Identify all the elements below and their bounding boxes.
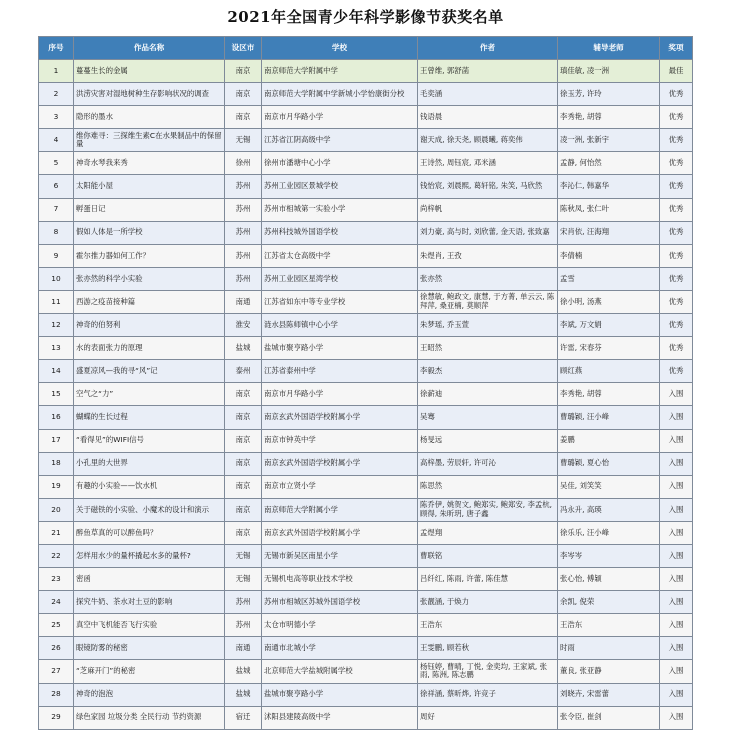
- cell-school: 江苏省江阴高级中学: [262, 129, 418, 152]
- cell-city: 南京: [225, 83, 262, 106]
- cell-award: 入围: [660, 406, 693, 429]
- cell-work-title: 探究牛奶、茶水对土豆的影响: [74, 591, 225, 614]
- cell-teacher: 姜鹏: [558, 429, 660, 452]
- cell-school: 南京市立贤小学: [262, 475, 418, 498]
- cell-index: 29: [39, 706, 74, 729]
- cell-index: 25: [39, 614, 74, 637]
- cell-award: 优秀: [660, 267, 693, 290]
- cell-school: 南京玄武外国语学校附属小学: [262, 406, 418, 429]
- cell-work-title: 关于磁铁的小实验、小魔术的设计和演示: [74, 498, 225, 521]
- cell-award: 入围: [660, 429, 693, 452]
- cell-work-title: 假如人体是一所学校: [74, 221, 225, 244]
- cell-school: 苏州工业园区星湾学校: [262, 267, 418, 290]
- cell-school: 南京师范大学附属中学新城小学怡康街分校: [262, 83, 418, 106]
- table-body: [39, 60, 693, 730]
- cell-city: 泰州: [225, 360, 262, 383]
- cell-index: 24: [39, 591, 74, 614]
- table-row: [39, 360, 693, 383]
- cell-city: 无锡: [225, 129, 262, 152]
- cell-author: 张亦然: [418, 267, 558, 290]
- award-list-table: [38, 36, 693, 730]
- cell-author: 陈思然: [418, 475, 558, 498]
- cell-award: 优秀: [660, 198, 693, 221]
- cell-award: 入围: [660, 660, 693, 683]
- cell-city: 苏州: [225, 244, 262, 267]
- table-row: [39, 660, 693, 683]
- cell-index: 26: [39, 637, 74, 660]
- cell-work-title: 维你难寻：三探维生素C在水果制品中的保留量: [74, 129, 225, 152]
- cell-index: 14: [39, 360, 74, 383]
- cell-teacher: 时雨: [558, 637, 660, 660]
- table-row: [39, 267, 693, 290]
- cell-teacher: 曹璐颖, 夏心怡: [558, 452, 660, 475]
- cell-city: 南京: [225, 106, 262, 129]
- cell-teacher: 李秀艳, 胡蓉: [558, 106, 660, 129]
- cell-author: 杨旻远: [418, 429, 558, 452]
- cell-index: 28: [39, 683, 74, 706]
- table-row: [39, 429, 693, 452]
- cell-author: 徐慧敏, 鲍政文, 康慧, 于方菁, 单云云, 陈拜萍, 桑亚楠, 莫顺萍: [418, 290, 558, 313]
- cell-school: 沭阳县建陵高级中学: [262, 706, 418, 729]
- table-row: [39, 544, 693, 567]
- cell-school: 涟水县陈师镇中心小学: [262, 314, 418, 337]
- table-row: [39, 383, 693, 406]
- cell-work-title: 孵蛋日记: [74, 198, 225, 221]
- cell-award: 入围: [660, 683, 693, 706]
- table-row: [39, 83, 693, 106]
- cell-award: 入围: [660, 475, 693, 498]
- cell-teacher: 徐玉芳, 许玲: [558, 83, 660, 106]
- cell-award: 入围: [660, 498, 693, 521]
- cell-index: 11: [39, 290, 74, 313]
- cell-school: 南京玄武外国语学校附属小学: [262, 521, 418, 544]
- table-row: [39, 614, 693, 637]
- cell-author: 尚梓帆: [418, 198, 558, 221]
- cell-author: 刘力豪, 高与时, 刘欣蕾, 金天语, 张致嘉: [418, 221, 558, 244]
- cell-award: 优秀: [660, 175, 693, 198]
- cell-city: 苏州: [225, 198, 262, 221]
- cell-teacher: 张心怡, 傅颖: [558, 568, 660, 591]
- cell-award: 入围: [660, 591, 693, 614]
- table-row: [39, 198, 693, 221]
- header-teacher: 辅导老师: [558, 37, 660, 60]
- cell-award: 入围: [660, 452, 693, 475]
- cell-city: 苏州: [225, 221, 262, 244]
- cell-author: 朱梦瑶, 乔玉萱: [418, 314, 558, 337]
- cell-author: 王雯鹏, 顾若秋: [418, 637, 558, 660]
- table-row: [39, 521, 693, 544]
- cell-school: 苏州市相城区苏城外国语学校: [262, 591, 418, 614]
- header-author: 作者: [418, 37, 558, 60]
- cell-award: 最佳: [660, 60, 693, 83]
- cell-index: 27: [39, 660, 74, 683]
- table-row: [39, 406, 693, 429]
- cell-index: 7: [39, 198, 74, 221]
- cell-award: 入围: [660, 706, 693, 729]
- cell-school: 苏州工业园区景城学校: [262, 175, 418, 198]
- cell-author: 孟煜翔: [418, 521, 558, 544]
- cell-work-title: 水的表面张力的原理: [74, 337, 225, 360]
- cell-school: 南京市月华路小学: [262, 383, 418, 406]
- cell-index: 20: [39, 498, 74, 521]
- table-row: [39, 498, 693, 521]
- cell-work-title: 西游之疫苗接种篇: [74, 290, 225, 313]
- header-city: 设区市: [225, 37, 262, 60]
- cell-index: 22: [39, 544, 74, 567]
- table-row: [39, 106, 693, 129]
- cell-author: 王曾维, 郭舒菡: [418, 60, 558, 83]
- cell-work-title: 绿色家园 垃圾分类 全民行动 节约资源: [74, 706, 225, 729]
- cell-school: 南京师范大学附属小学: [262, 498, 418, 521]
- cell-city: 南京: [225, 498, 262, 521]
- cell-work-title: 张亦然的科学小实验: [74, 267, 225, 290]
- cell-city: 盐城: [225, 337, 262, 360]
- table-row: [39, 221, 693, 244]
- cell-award: 优秀: [660, 360, 693, 383]
- cell-work-title: 小孔里的大世界: [74, 452, 225, 475]
- cell-teacher: 冯永升, 高瑛: [558, 498, 660, 521]
- cell-school: 江苏省太仓高级中学: [262, 244, 418, 267]
- cell-city: 徐州: [225, 152, 262, 175]
- cell-work-title: “看得见”的WIFI信号: [74, 429, 225, 452]
- table-row: [39, 290, 693, 313]
- cell-award: 入围: [660, 568, 693, 591]
- cell-index: 10: [39, 267, 74, 290]
- cell-school: 无锡市新吴区南星小学: [262, 544, 418, 567]
- cell-index: 16: [39, 406, 74, 429]
- cell-school: 南京玄武外国语学校附属小学: [262, 452, 418, 475]
- cell-award: 入围: [660, 637, 693, 660]
- cell-city: 南京: [225, 406, 262, 429]
- table-header-row: [39, 37, 693, 60]
- cell-award: 优秀: [660, 129, 693, 152]
- cell-work-title: 蔓蔓生长的金属: [74, 60, 225, 83]
- cell-award: 优秀: [660, 244, 693, 267]
- cell-award: 优秀: [660, 221, 693, 244]
- cell-teacher: 李秀艳, 胡蓉: [558, 383, 660, 406]
- cell-city: 南京: [225, 429, 262, 452]
- cell-award: 入围: [660, 521, 693, 544]
- cell-city: 南京: [225, 452, 262, 475]
- cell-work-title: 醉鱼草真的可以醉鱼吗？: [74, 521, 225, 544]
- cell-city: 淮安: [225, 314, 262, 337]
- cell-index: 19: [39, 475, 74, 498]
- cell-work-title: 有趣的小实验——饮水机: [74, 475, 225, 498]
- cell-author: 王诗然, 周钰宸, 邓米涵: [418, 152, 558, 175]
- cell-teacher: 王浩东: [558, 614, 660, 637]
- cell-index: 5: [39, 152, 74, 175]
- cell-work-title: 神奇水琴我来秀: [74, 152, 225, 175]
- cell-work-title: 空气之“力”: [74, 383, 225, 406]
- cell-index: 18: [39, 452, 74, 475]
- cell-school: 南通市北城小学: [262, 637, 418, 660]
- cell-teacher: 李倩楠: [558, 244, 660, 267]
- cell-work-title: 太阳能小屋: [74, 175, 225, 198]
- cell-school: 徐州市潘塘中心小学: [262, 152, 418, 175]
- cell-teacher: 徐乐乐, 汪小峰: [558, 521, 660, 544]
- cell-author: 周好: [418, 706, 558, 729]
- cell-school: 苏州科技城外国语学校: [262, 221, 418, 244]
- header-work-title: 作品名称: [74, 37, 225, 60]
- cell-work-title: 蝴蝶的生长过程: [74, 406, 225, 429]
- cell-teacher: 陈秋凤, 张仁叶: [558, 198, 660, 221]
- cell-city: 南京: [225, 60, 262, 83]
- cell-index: 13: [39, 337, 74, 360]
- cell-author: 毛奕涵: [418, 83, 558, 106]
- cell-index: 17: [39, 429, 74, 452]
- cell-school: 南京市钟英中学: [262, 429, 418, 452]
- cell-author: 李毅杰: [418, 360, 558, 383]
- page-title: 2021年全国青少年科学影像节获奖名单: [227, 8, 504, 26]
- cell-work-title: 洪涝灾害对湿地树种生存影响状况的调查: [74, 83, 225, 106]
- cell-city: 宿迁: [225, 706, 262, 729]
- cell-index: 2: [39, 83, 74, 106]
- cell-work-title: 密函: [74, 568, 225, 591]
- cell-author: 徐薪迪: [418, 383, 558, 406]
- cell-city: 南京: [225, 383, 262, 406]
- cell-index: 6: [39, 175, 74, 198]
- cell-author: 曹联铭: [418, 544, 558, 567]
- header-index: 序号: [39, 37, 74, 60]
- cell-author: 王浩东: [418, 614, 558, 637]
- cell-school: 南京市月华路小学: [262, 106, 418, 129]
- table-row: [39, 314, 693, 337]
- table-row: [39, 152, 693, 175]
- cell-teacher: 凌一洲, 张新宇: [558, 129, 660, 152]
- cell-work-title: 霍尔推力器如何工作？: [74, 244, 225, 267]
- cell-author: 高梓墨, 劳辰轩, 许可沁: [418, 452, 558, 475]
- cell-index: 15: [39, 383, 74, 406]
- cell-author: 钱语晨: [418, 106, 558, 129]
- cell-index: 3: [39, 106, 74, 129]
- cell-award: 优秀: [660, 314, 693, 337]
- cell-author: 朱煜肖, 王孜: [418, 244, 558, 267]
- table-row: [39, 591, 693, 614]
- cell-author: 谢天成, 徐天尧, 顾晨曦, 蒋奕伟: [418, 129, 558, 152]
- cell-index: 4: [39, 129, 74, 152]
- cell-school: 江苏省泰州中学: [262, 360, 418, 383]
- cell-school: 盐城市聚亨路小学: [262, 337, 418, 360]
- cell-teacher: 孟静, 何怡然: [558, 152, 660, 175]
- cell-city: 南京: [225, 521, 262, 544]
- cell-work-title: 隐形的墨水: [74, 106, 225, 129]
- table-row: [39, 475, 693, 498]
- cell-school: 南京师范大学附属中学: [262, 60, 418, 83]
- cell-author: 陈乔伊, 姚贺文, 鲍郑实, 鲍郑安, 李孟杭, 顾得, 朱昕玥, 唐子鑫: [418, 498, 558, 521]
- cell-author: 王昭然: [418, 337, 558, 360]
- cell-work-title: 神奇的泡泡: [74, 683, 225, 706]
- cell-author: 徐祥涵, 蔡昕烨, 许竞子: [418, 683, 558, 706]
- cell-teacher: 许雷, 宋春芬: [558, 337, 660, 360]
- table-row: [39, 683, 693, 706]
- cell-city: 盐城: [225, 660, 262, 683]
- table-row: [39, 337, 693, 360]
- cell-award: 优秀: [660, 152, 693, 175]
- cell-city: 苏州: [225, 175, 262, 198]
- cell-teacher: 吴佳, 刘笑笑: [558, 475, 660, 498]
- cell-author: 吴骞: [418, 406, 558, 429]
- cell-teacher: 李沁仁, 韩嘉华: [558, 175, 660, 198]
- cell-index: 21: [39, 521, 74, 544]
- cell-teacher: 宋肖依, 汪海翔: [558, 221, 660, 244]
- cell-school: 苏州市相城第一实验小学: [262, 198, 418, 221]
- cell-award: 优秀: [660, 83, 693, 106]
- cell-city: 苏州: [225, 267, 262, 290]
- table-row: [39, 452, 693, 475]
- cell-index: 12: [39, 314, 74, 337]
- cell-school: 北京师范大学盐城附属学校: [262, 660, 418, 683]
- cell-teacher: 余凯, 倪荣: [558, 591, 660, 614]
- cell-index: 8: [39, 221, 74, 244]
- cell-city: 南通: [225, 637, 262, 660]
- cell-teacher: 徐小明, 汤燕: [558, 290, 660, 313]
- cell-index: 9: [39, 244, 74, 267]
- cell-city: 盐城: [225, 683, 262, 706]
- cell-award: 入围: [660, 383, 693, 406]
- cell-author: 钱怡宸, 刘晨熙, 葛轩铭, 朱笑, 马欣然: [418, 175, 558, 198]
- header-award: 奖项: [660, 37, 693, 60]
- cell-teacher: 瑱佳敏, 凌一洲: [558, 60, 660, 83]
- cell-award: 入围: [660, 544, 693, 567]
- cell-index: 23: [39, 568, 74, 591]
- cell-teacher: 李岑岑: [558, 544, 660, 567]
- cell-teacher: 董良, 张亚静: [558, 660, 660, 683]
- cell-award: 优秀: [660, 290, 693, 313]
- cell-city: 无锡: [225, 544, 262, 567]
- cell-award: 入围: [660, 614, 693, 637]
- cell-author: 吕纤红, 陈雨, 许蕾, 陈佳慧: [418, 568, 558, 591]
- cell-school: 太仓市明德小学: [262, 614, 418, 637]
- cell-work-title: 眼镜防雾的秘密: [74, 637, 225, 660]
- cell-work-title: 盛夏凉风—我的寻“风”记: [74, 360, 225, 383]
- table-row: [39, 706, 693, 729]
- cell-city: 无锡: [225, 568, 262, 591]
- cell-teacher: 孟雪: [558, 267, 660, 290]
- cell-teacher: 刘晓卉, 宋雷蕾: [558, 683, 660, 706]
- cell-award: 优秀: [660, 106, 693, 129]
- cell-city: 南通: [225, 290, 262, 313]
- cell-school: 江苏省如东中等专业学校: [262, 290, 418, 313]
- cell-award: 优秀: [660, 337, 693, 360]
- cell-work-title: 神奇的伯努利: [74, 314, 225, 337]
- cell-teacher: 顾红燕: [558, 360, 660, 383]
- cell-work-title: 真空中飞机能否飞行实验: [74, 614, 225, 637]
- cell-teacher: 张令臣, 崔剑: [558, 706, 660, 729]
- table-row: [39, 244, 693, 267]
- table-row: [39, 568, 693, 591]
- table-row: [39, 637, 693, 660]
- cell-author: 张靓涵, 于焕力: [418, 591, 558, 614]
- cell-index: 1: [39, 60, 74, 83]
- cell-teacher: 曹璐颖, 汪小峰: [558, 406, 660, 429]
- header-school: 学校: [262, 37, 418, 60]
- cell-city: 苏州: [225, 591, 262, 614]
- cell-teacher: 李斌, 万文娟: [558, 314, 660, 337]
- table-row: [39, 175, 693, 198]
- cell-city: 南京: [225, 475, 262, 498]
- cell-author: 杨钰婷, 曹晴, 丁悦, 金奕均, 王家斌, 张雨, 陈洲, 陈志鹏: [418, 660, 558, 683]
- cell-school: 盐城市聚亨路小学: [262, 683, 418, 706]
- cell-city: 苏州: [225, 614, 262, 637]
- cell-work-title: “芝麻开门”的秘密: [74, 660, 225, 683]
- cell-work-title: 怎样用水少的量杯撬起水多的量杯?: [74, 544, 225, 567]
- table-row: [39, 60, 693, 83]
- table-row: [39, 129, 693, 152]
- cell-school: 无锡机电高等职业技术学校: [262, 568, 418, 591]
